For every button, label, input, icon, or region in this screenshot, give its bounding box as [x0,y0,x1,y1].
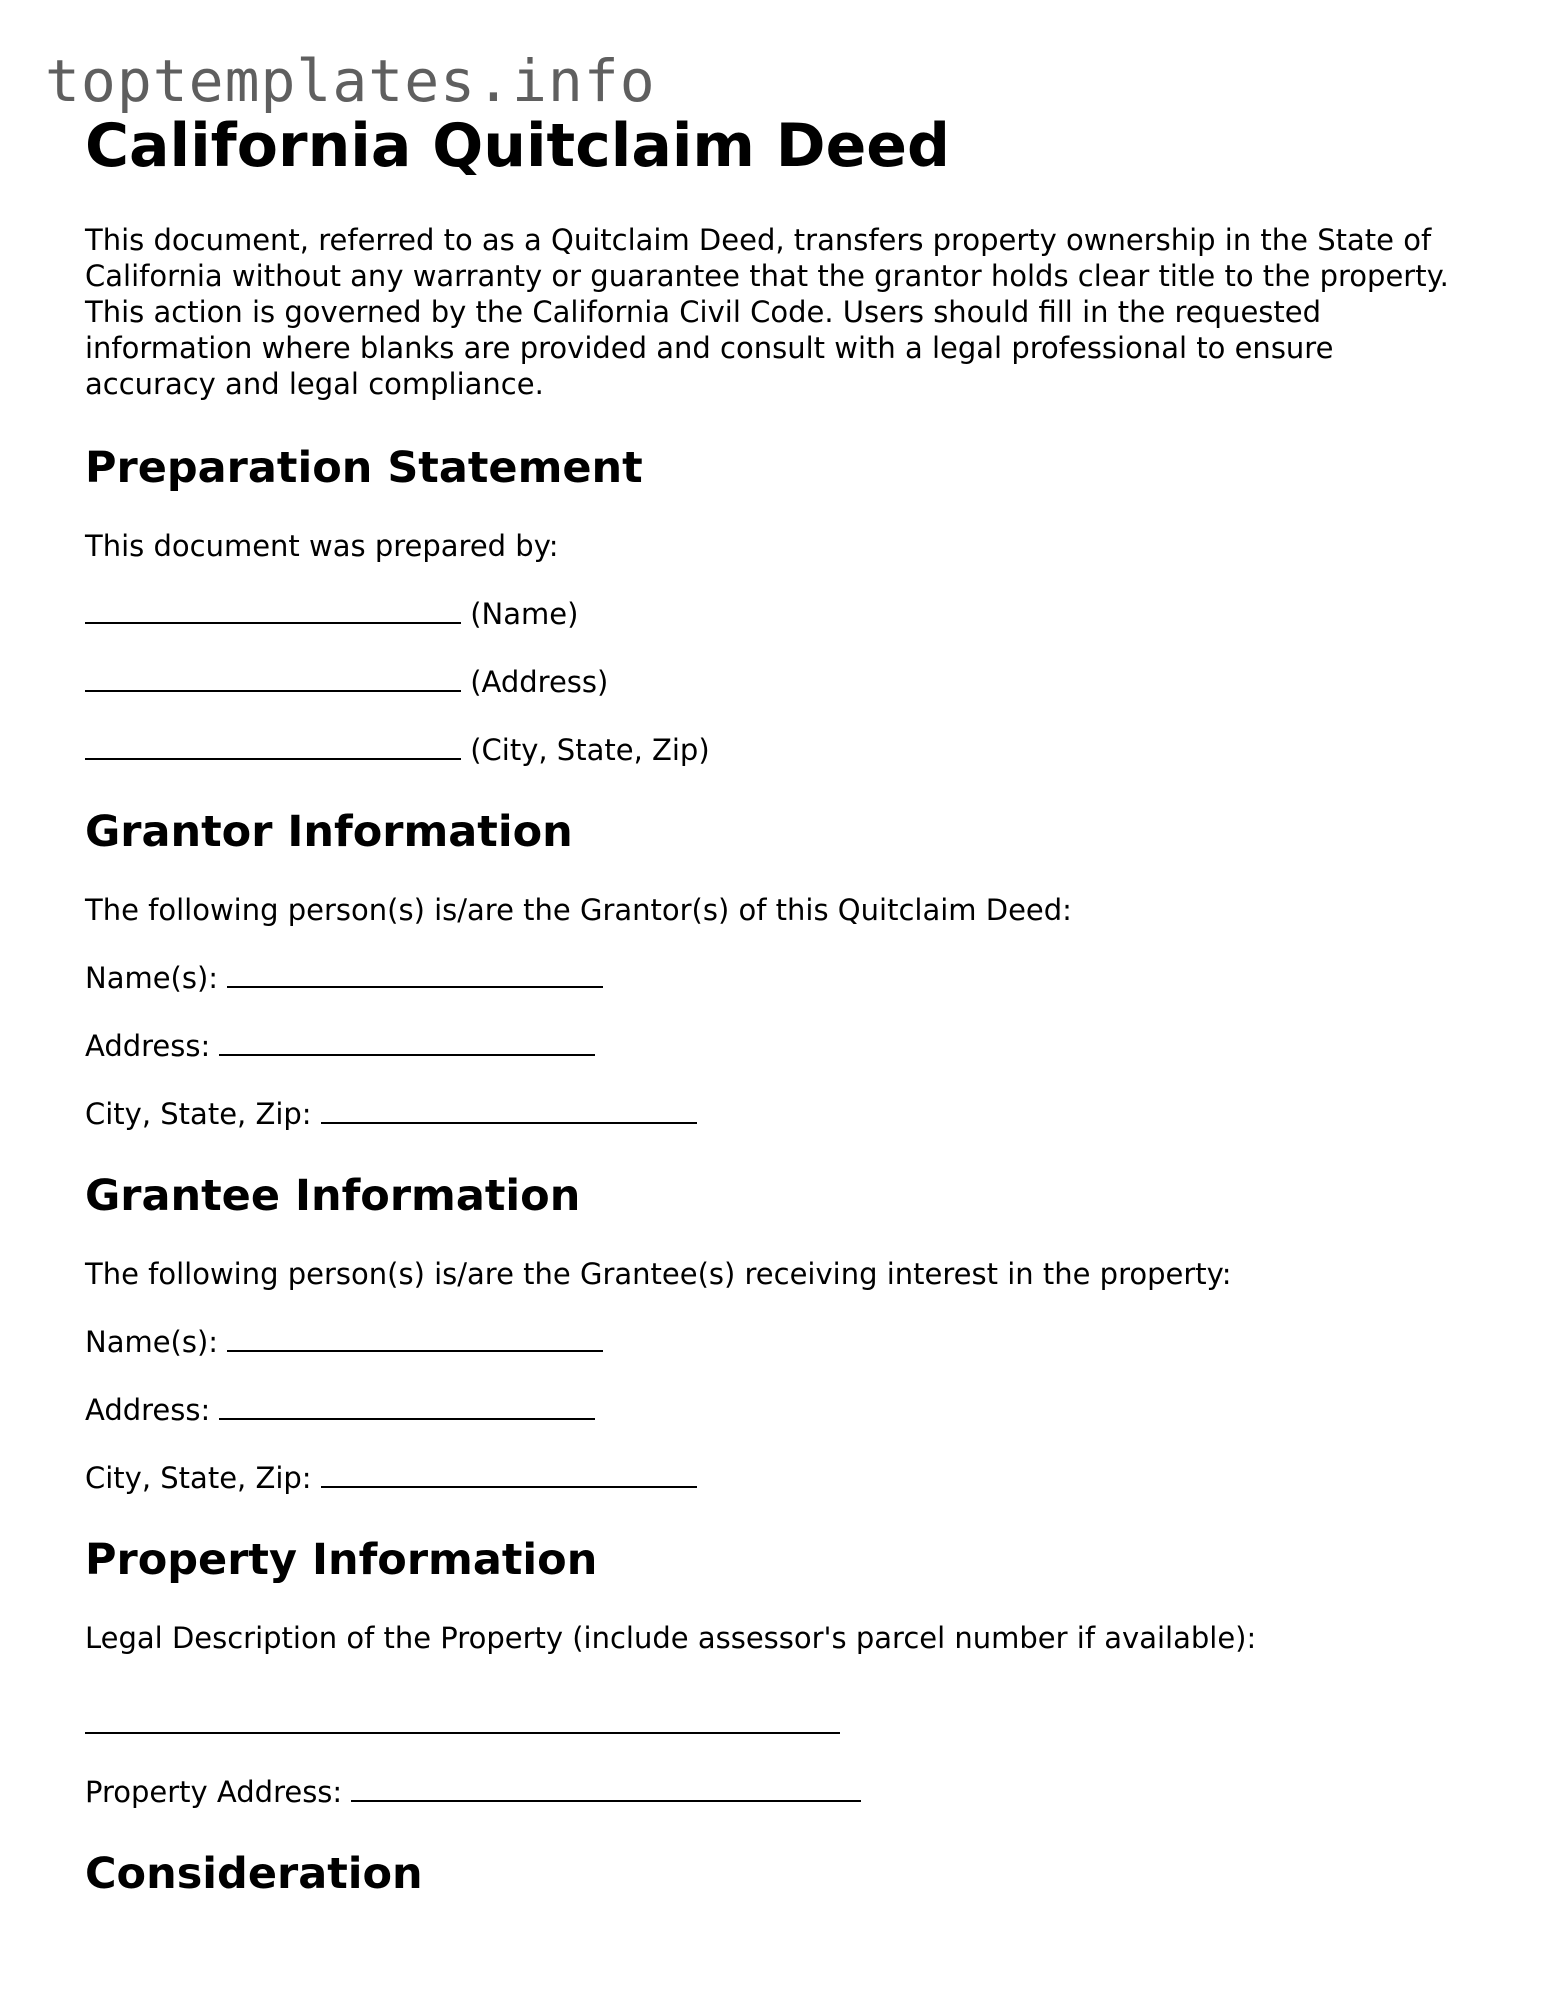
grantee-address-field[interactable] [219,1392,595,1420]
grantee-prompt: The following person(s) is/are the Grantee(s) receiving interest in the property: [85,1257,1232,1291]
document-title: California Quitclaim Deed [85,111,950,181]
preparation-heading: Preparation Statement [85,443,643,493]
grantee-city-label: City, State, Zip: [85,1461,312,1495]
grantee-city-field[interactable] [321,1460,697,1488]
preparer-address-field[interactable] [85,664,461,692]
watermark: toptemplates.info [45,47,656,115]
property-heading: Property Information [85,1535,598,1585]
preparer-address-label: (Address) [470,665,609,699]
grantor-name-label: Name(s): [85,961,219,995]
preparer-name-row [85,596,1465,630]
grantee-name-label: Name(s): [85,1325,219,1359]
grantor-city-field[interactable] [321,1096,697,1124]
grantee-heading: Grantee Information [85,1171,581,1221]
property-address-row [85,1774,1465,1808]
preparer-address-row [85,664,1465,698]
grantor-name-row [85,960,1465,994]
preparer-city-label: (City, State, Zip) [470,733,710,767]
grantor-address-label: Address: [85,1029,211,1063]
legal-description-row [85,1706,1465,1740]
grantor-city-row [85,1096,1465,1130]
grantee-address-label: Address: [85,1393,211,1427]
preparation-prompt: This document was prepared by: [85,529,559,563]
preparer-city-row [85,732,1465,766]
grantee-name-field[interactable] [227,1324,603,1352]
property-prompt: Legal Description of the Property (include assessor's parcel number if available): [85,1621,1257,1655]
grantor-name-field[interactable] [227,960,603,988]
grantee-name-row [85,1324,1465,1358]
preparer-name-label: (Name) [470,597,579,631]
grantor-heading: Grantor Information [85,807,573,857]
grantor-address-field[interactable] [219,1028,595,1056]
legal-description-field[interactable] [85,1706,840,1734]
grantee-address-row [85,1392,1465,1426]
consideration-heading: Consideration [85,1849,423,1899]
preparer-city-field[interactable] [85,732,461,760]
preparer-name-field[interactable] [85,596,461,624]
grantor-prompt: The following person(s) is/are the Grantor(s) of this Quitclaim Deed: [85,893,1072,927]
grantee-city-row [85,1460,1465,1494]
property-address-field[interactable] [351,1774,861,1802]
grantor-address-row [85,1028,1465,1062]
grantor-city-label: City, State, Zip: [85,1097,312,1131]
property-address-label: Property Address: [85,1775,343,1809]
document-page [85,108,1465,1902]
intro-paragraph: This document, referred to as a Quitclaim Deed, transfers property ownership in the State of California without any warranty or guarantee that the grantor holds clear title to the property. This action is governed by the California Civil Code. Users should fill in the requested information where blanks are provided and consult with a legal professional to ensure accuracy and legal compliance. [85,223,1449,401]
